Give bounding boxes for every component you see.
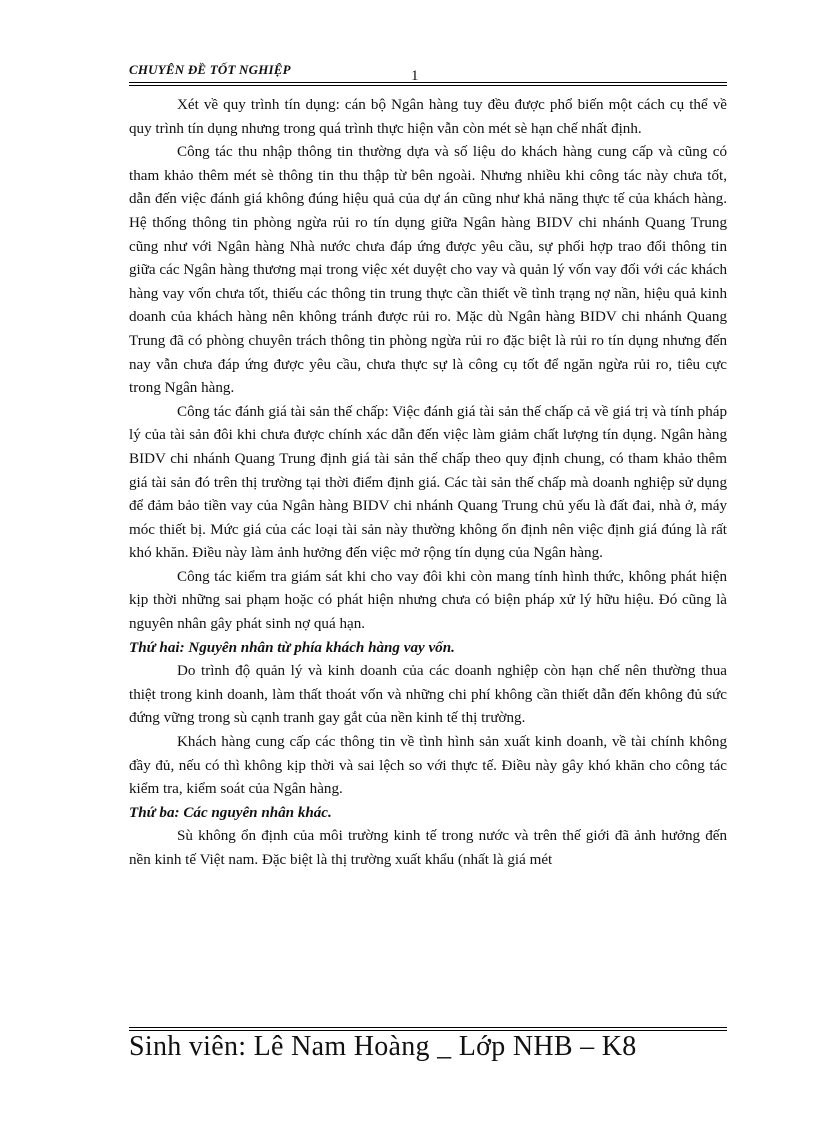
paragraph: Công tác thu nhập thông tin thường dựa và số liệu do khách hàng cung cấp và cũng có tham khảo thêm mét sè thông tin thu thập từ bên ngoài. Nhưng nhiều khi công tác này chưa tốt, dẫn đến việc đánh giá không đúng hiệu quả của dự án cũng như khả năng thực tế của khách hàng. Hệ thống thông tin phòng ngừa rủi ro tín dụng giữa Ngân hàng BIDV chi nhánh Quang Trung cũng như với Ngân hàng Nhà nước chưa đáp ứng được yêu cầu, sự phối hợp trao đổi thông tin giữa các Ngân hàng thương mại trong việc xét duyệt cho vay và quản lý vốn vay đối với các khách hàng vay vốn chưa tốt, thiếu các thông tin trung thực cần thiết về tình trạng nợ nần, hiệu quả kinh doanh của khách hàng nên không tránh được rủi ro. Mặc dù Ngân hàng BIDV chi nhánh Quang Trung đã có phòng chuyên trách thông tin phòng ngừa rủi ro đặc biệt là rủi ro tín dụng nhưng đến nay vẫn chưa đáp ứng được yêu cầu, chưa thực sự là công cụ tốt để ngăn ngừa rủi ro, tiêu cực trong Ngân hàng. — [129, 144, 727, 397]
footer-rule-top — [129, 1027, 727, 1028]
paragraph: Xét về quy trình tín dụng: cán bộ Ngân hàng tuy đều được phổ biến một cách cụ thể về quy trình tín dụng nhưng trong quá trình thực hiện vẫn còn mét sè hạn chế nhất định. — [129, 97, 727, 137]
paragraph: Sù không ổn định của môi trường kinh tế trong nước và trên thế giới đã ảnh hưởng đến nền kinh tế Việt nam. Đặc biệt là thị trường xuất khẩu (nhất là giá mét — [129, 828, 727, 868]
page-number: 1 — [411, 68, 419, 84]
section-heading: Thứ hai: Nguyên nhân từ phía khách hàng vay vốn. — [129, 639, 455, 656]
footer-text: Sinh viên: Lê Nam Hoàng _ Lớp NHB – K8 — [129, 1031, 637, 1062]
section-heading: Thứ ba: Các nguyên nhân khác. — [129, 804, 332, 821]
paragraph: Khách hàng cung cấp các thông tin về tình hình sản xuất kinh doanh, về tài chính không đầy đủ, nếu có thì không kịp thời và sai lệch so với thực tế. Điều này gây khó khăn cho công tác kiểm tra, kiểm soát của Ngân hàng. — [129, 734, 727, 798]
header-rule-top — [129, 82, 727, 83]
header-title: CHUYÊN ĐỀ TỐT NGHIỆP — [129, 62, 291, 77]
paragraph: Do trình độ quản lý và kinh doanh của các doanh nghiệp còn hạn chế nên thường thua thiệt trong kinh doanh, làm thất thoát vốn và những chi phí không cần thiết dẫn đến không đủ sức đứng vững trong sù cạnh tranh gay gắt của nền kinh tế thị trường. — [129, 663, 727, 727]
paragraph: Công tác kiểm tra giám sát khi cho vay đôi khi còn mang tính hình thức, không phát hiện kịp thời những sai phạm hoặc có phát hiện nhưng chưa có biện pháp xử lý hữu hiệu. Đó cũng là nguyên nhân gây phát sinh nợ quá hạn. — [129, 568, 727, 633]
header-rule-bottom — [129, 85, 727, 86]
paragraph: Công tác đánh giá tài sản thế chấp: Việc đánh giá tài sản thế chấp cả về giá trị và tính pháp lý của tài sản đôi khi chưa được chính xác dẫn đến việc làm giảm chất lượng tín dụng. Ngân hàng BIDV chi nhánh Quang Trung định giá tài sản thế chấp theo quy định chung, có tham khảo thêm giá tài sản đó trên thị trường tại thời điểm định giá. Các tài sản thế chấp mà doanh nghiệp sử dụng để đảm bảo tiền vay của Ngân hàng BIDV chi nhánh Quang Trung chủ yếu là đất đai, nhà ở, máy móc thiết bị. Mức giá của các loại tài sản này thường không ổn định nên việc định giá đúng là rất khó khăn. Điều này làm ảnh hưởng đến việc mở rộng tín dụng của Ngân hàng. — [129, 403, 727, 562]
body-text — [129, 94, 727, 873]
